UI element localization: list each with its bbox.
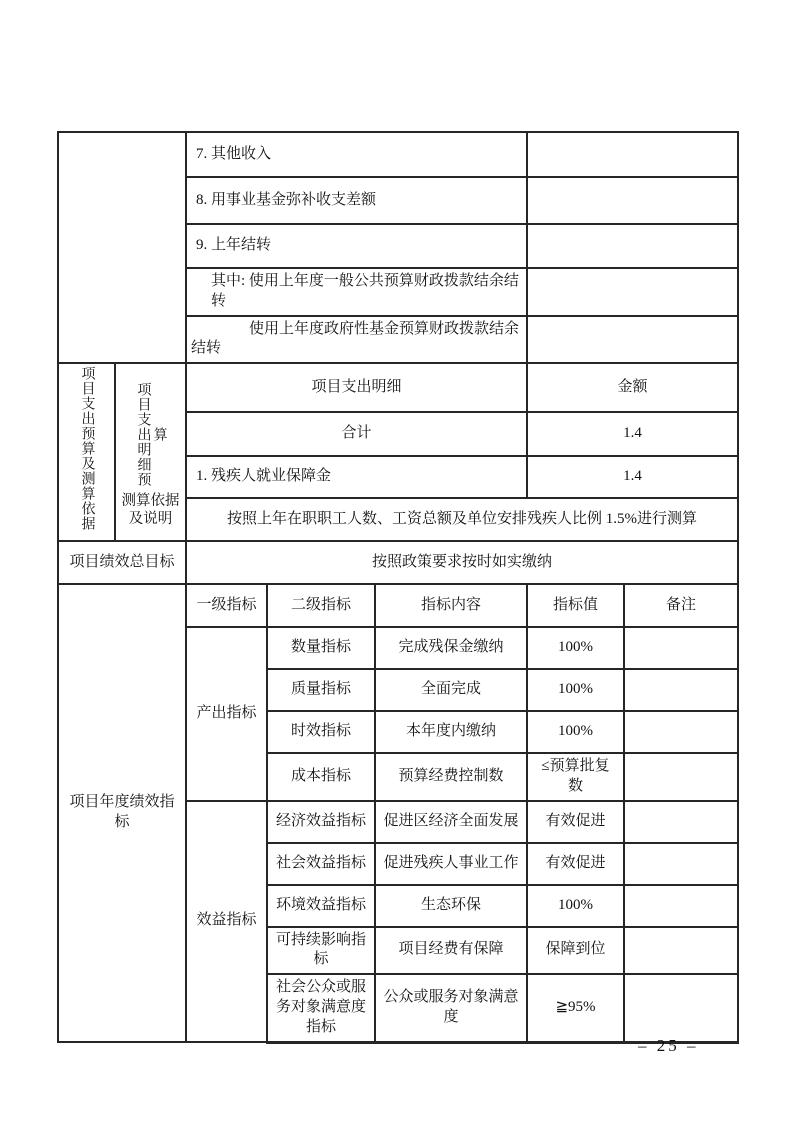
- overall-goal-label: 项目绩效总目标: [58, 541, 186, 584]
- indicator-value-cell: ≧95%: [527, 974, 624, 1042]
- indicator-value-cell: 有效促进: [527, 801, 624, 843]
- income-row-label: 其中: 使用上年度一般公共预算财政拨款结余结转: [186, 268, 527, 316]
- income-amount-cell: [527, 177, 738, 224]
- budget-performance-table: [57, 131, 737, 1044]
- calculation-basis-cell: 按照上年在职职工人数、工资总额及单位安排残疾人比例 1.5%进行测算: [186, 498, 738, 541]
- header-level1: 一级指标: [186, 584, 267, 627]
- indicator-note-cell: [624, 753, 738, 801]
- level2-cell: 经济效益指标: [267, 801, 375, 843]
- subgroup-label-cell: [115, 363, 186, 541]
- indicator-content-cell: 促进区经济全面发展: [375, 801, 527, 843]
- header-level2: 二级指标: [267, 584, 375, 627]
- basis-group-label: 测算依据及说明: [121, 492, 180, 527]
- level2-cell: 成本指标: [267, 753, 375, 801]
- amount-header-cell: 金额: [527, 363, 738, 411]
- indicator-content-cell: 预算经费控制数: [375, 753, 527, 801]
- level1-group-output: 产出指标: [186, 627, 267, 801]
- level2-cell: 时效指标: [267, 711, 375, 753]
- header-content: 指标内容: [375, 584, 527, 627]
- level2-cell: 社会效益指标: [267, 843, 375, 885]
- indicators-row-group-label: 项目年度绩效指标: [58, 584, 186, 1042]
- indicator-value-cell: 100%: [527, 885, 624, 927]
- indicator-note-cell: [624, 627, 738, 669]
- expenditure-budget-section: [57, 362, 739, 542]
- overall-goal-section: [57, 540, 739, 585]
- expenditure-amount-cell: 1.4: [527, 412, 738, 456]
- income-continuation-section: [57, 131, 739, 364]
- header-note: 备注: [624, 584, 738, 627]
- income-amount-cell: [527, 316, 738, 364]
- level1-group-benefit: 效益指标: [186, 801, 267, 1042]
- income-row-label: 9. 上年结转: [186, 224, 527, 268]
- income-amount-cell: [527, 224, 738, 268]
- indicator-value-cell: 有效促进: [527, 843, 624, 885]
- row-group-blank-cell: [58, 132, 186, 363]
- indicator-note-cell: [624, 974, 738, 1042]
- income-amount-cell: [527, 132, 738, 177]
- indicator-content-cell: 公众或服务对象满意度: [375, 974, 527, 1042]
- detail-budget-vertical-label: 项目支出明细预算: [135, 381, 167, 487]
- income-row-label: 8. 用事业基金弥补收支差额: [186, 177, 527, 224]
- section-row-group-label: [58, 363, 115, 541]
- income-amount-cell: [527, 268, 738, 316]
- indicator-content-cell: 本年度内缴纳: [375, 711, 527, 753]
- level2-cell: 环境效益指标: [267, 885, 375, 927]
- expenditure-section-vertical-label: 项目支出预算及测算依据: [79, 366, 95, 532]
- page-number: – 25 –: [638, 1036, 699, 1055]
- indicator-value-cell: ≤预算批复数: [527, 753, 624, 801]
- annual-indicators-section: [57, 583, 739, 1044]
- detail-header-cell: 项目支出明细: [186, 363, 527, 411]
- indicator-content-cell: 生态环保: [375, 885, 527, 927]
- level2-cell: 质量指标: [267, 669, 375, 711]
- indicator-note-cell: [624, 801, 738, 843]
- overall-goal-value: 按照政策要求按时如实缴纳: [186, 541, 738, 584]
- expenditure-row-label: 合计: [186, 412, 527, 456]
- indicator-note-cell: [624, 711, 738, 753]
- indicator-note-cell: [624, 669, 738, 711]
- indicator-value-cell: 100%: [527, 669, 624, 711]
- expenditure-row-label: 1. 残疾人就业保障金: [186, 456, 527, 498]
- income-row-label: 7. 其他收入: [186, 132, 527, 177]
- indicator-content-cell: 完成残保金缴纳: [375, 627, 527, 669]
- header-value: 指标值: [527, 584, 624, 627]
- level2-cell: 社会公众或服务对象满意度指标: [267, 974, 375, 1042]
- level2-cell: 可持续影响指标: [267, 927, 375, 975]
- indicator-value-cell: 100%: [527, 627, 624, 669]
- indicator-note-cell: [624, 927, 738, 975]
- indicator-note-cell: [624, 843, 738, 885]
- level2-cell: 数量指标: [267, 627, 375, 669]
- income-row-label: 使用上年度政府性基金预算财政拨款结余结转: [186, 316, 527, 364]
- expenditure-amount-cell: 1.4: [527, 456, 738, 498]
- indicator-content-cell: 促进残疾人事业工作: [375, 843, 527, 885]
- indicator-value-cell: 100%: [527, 711, 624, 753]
- indicator-value-cell: 保障到位: [527, 927, 624, 975]
- indicator-content-cell: 全面完成: [375, 669, 527, 711]
- indicator-content-cell: 项目经费有保障: [375, 927, 527, 975]
- indicator-note-cell: [624, 885, 738, 927]
